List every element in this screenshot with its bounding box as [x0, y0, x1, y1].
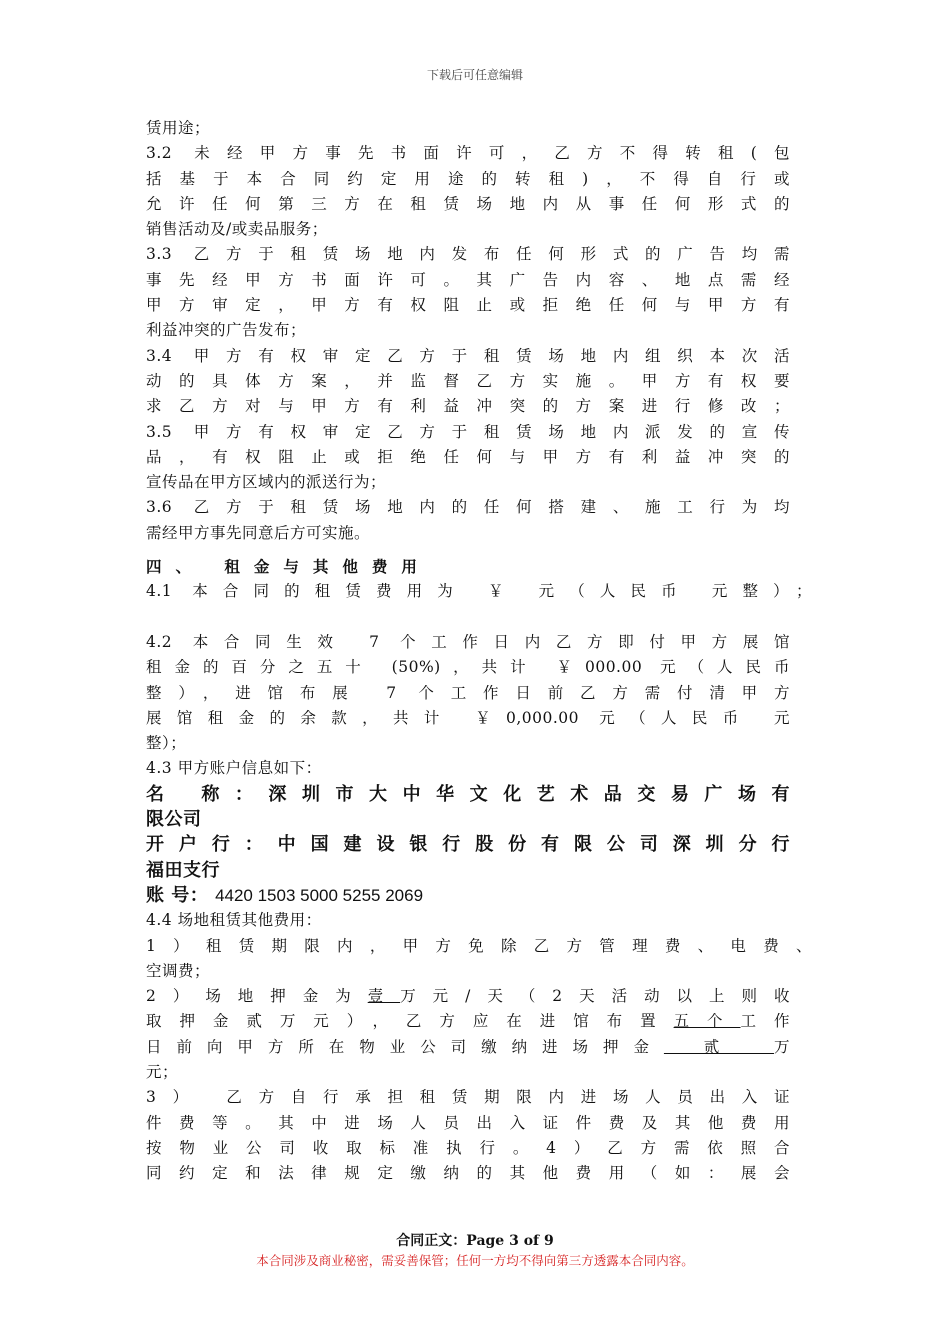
text-line: 3.6 乙方于租赁场地内的任何搭建、施工行为均	[146, 498, 790, 517]
account-number: 4420 1503 5000 5255 2069	[215, 885, 424, 905]
text-line: 日前向甲方所在物业公司缴纳进场押金 贰 万	[146, 1037, 790, 1056]
text-line: 件费等。其中进场人员出入证件费及其他费用	[146, 1113, 790, 1132]
text-line: 整）；	[146, 734, 187, 753]
text-line: 3） 乙方自行承担租赁期限内进场人员出入证	[146, 1088, 790, 1107]
account-name: 名 称：深圳市大中华文化艺术品交易广场有	[146, 783, 790, 805]
account-number-label: 账 号：	[146, 884, 209, 906]
text-line: 事先经甲方书面许可。其广告内容、地点需经	[146, 270, 790, 289]
text-line: 销售活动及/或卖品服务；	[146, 220, 328, 239]
text-line: 4.2 本合同生效 7 个工作日内乙方即付甲方展馆	[146, 632, 790, 651]
contract-body	[146, 116, 812, 1186]
blank-line	[146, 605, 790, 630]
account-name-cont: 限公司	[146, 809, 202, 831]
confidentiality-note: 本合同涉及商业秘密，需妥善保管；任何一方均不得向第三方透露本合同内容。	[256, 1253, 694, 1268]
text-line: 品，有权阻止或拒绝任何与甲方有利益冲突的	[146, 447, 790, 466]
text-line: 允许任何第三方在租赁场地内从事任何形式的	[146, 194, 790, 213]
text-line: 1）租赁期限内，甲方免除乙方管理费、电费、	[146, 936, 812, 955]
text-line: 租金的百分之五十 (50%)，共计 ￥000.00 元（人民币	[146, 658, 790, 677]
text-line: 甲方审定，甲方有权阻止或拒绝任何与甲方有	[146, 296, 790, 315]
text-line: 整），进馆布展 7 个工作日前乙方需付清甲方	[146, 683, 790, 702]
text-line: 4.4 场地租赁其他费用：	[146, 911, 322, 930]
page-number: 合同正文：Page 3 of 9	[396, 1233, 554, 1249]
text-line: 宣传品在甲方区域内的派送行为；	[146, 473, 387, 492]
text-line: 利益冲突的广告发布；	[146, 321, 307, 340]
text-line: 空调费；	[146, 961, 211, 980]
text-line: 4.1 本合同的租赁费用为 ￥ 元（人民币 元整）；	[146, 582, 812, 601]
underlined-value: 壹	[367, 987, 401, 1006]
text-line: 赁用途；	[146, 119, 211, 137]
text-line: 需经甲方事先同意后方可实施。	[146, 523, 371, 542]
underlined-value: 贰	[663, 1037, 774, 1056]
text-line: 按物业公司收取标准执行。4）乙方需依照合	[146, 1138, 790, 1157]
text-line: 3.5 甲方有权审定乙方于租赁场地内派发的宣传	[146, 422, 790, 441]
text-line: 动的具体方案，并监督乙方实施。甲方有权要	[146, 371, 790, 390]
underlined-value: 五个	[673, 1012, 741, 1031]
bank-name-cont: 福田支行	[146, 859, 220, 881]
text-line: 括基于本合同约定用途的转租)，不得自行或	[146, 169, 790, 188]
text-line: 求乙方对与甲方有利益冲突的方案进行修改；	[146, 397, 790, 416]
section-heading: 四、 租金与其他费用	[146, 557, 431, 577]
text-line: 展馆租金的余款，共计 ￥0,000.00 元（人民币 元	[146, 708, 790, 727]
text-line: 取押金贰万元），乙方应在进馆布置五个工作	[146, 1012, 790, 1031]
text-line: 3.3 乙方于租赁场地内发布任何形式的广告均需	[146, 245, 790, 264]
account-number-line	[146, 883, 790, 908]
text-line: 3.2 未经甲方事先书面许可，乙方不得转租(包	[146, 144, 790, 163]
page-header: 下载后可任意编辑	[426, 68, 523, 82]
text-line: 元；	[146, 1062, 179, 1081]
page-footer	[0, 1230, 950, 1269]
text-line: 2）场地押金为壹万元/天（2天活动以上则收	[146, 987, 790, 1006]
bank-name: 开户行：中国建设银行股份有限公司深圳分行	[146, 834, 790, 856]
text-line: 4.3 甲方账户信息如下：	[146, 759, 322, 778]
text-line: 同约定和法律规定缴纳的其他费用（如：展会	[146, 1164, 790, 1183]
text-line: 3.4 甲方有权审定乙方于租赁场地内组织本次活	[146, 346, 790, 365]
